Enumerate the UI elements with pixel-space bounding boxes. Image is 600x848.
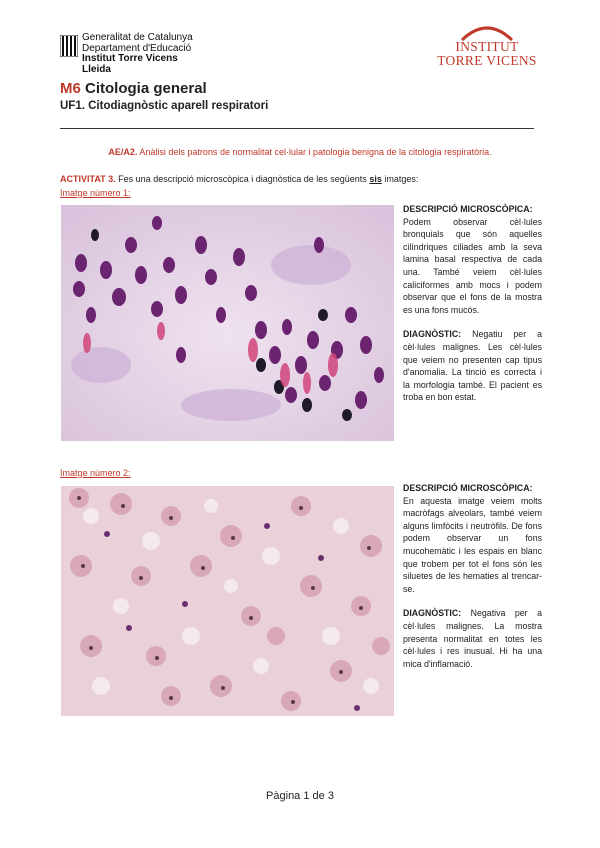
module-name: Citologia general: [85, 80, 207, 97]
org-line-1: Generalitat de Catalunya: [82, 32, 193, 43]
generalitat-emblem-icon: [60, 35, 78, 57]
image-2-diagnosis: [403, 607, 542, 670]
activity-label: ACTIVITAT 3.: [60, 174, 116, 184]
micrograph-image-2: [61, 486, 394, 716]
module-title: [60, 80, 207, 97]
header-divider: [60, 128, 534, 129]
org-line-4: Lleida: [82, 63, 111, 75]
image-2-diagnosis-heading: DIAGNÒSTIC:: [403, 608, 462, 619]
image-2-description-heading: DESCRIPCIÓ MICROSCÒPICA:: [403, 483, 533, 493]
learning-objective: [60, 147, 540, 157]
image-1-diagnosis-heading: DIAGNÒSTIC:: [403, 329, 462, 340]
image-1-description-text: Podem observar cèl·lules bronquials que són aquelles cilíndriques ciliades amb la seva lamina basal respectiva de cada una. També veiem cèl·lules caliciformes amb mocs i podem observar que el fons de la mostra es una fons mucós.: [403, 216, 542, 315]
image-2-diagnosis-text: Negativa per a cèl·lules malignes. La mostra presenta normalitat en totes les cèl·lules i res inusual. Hi ha una mica d'inflamació.: [403, 608, 542, 669]
objective-text: Anàlisi dels patrons de normalitat cel·lular i patologia benigna de la citologia respiratòria.: [137, 147, 492, 157]
institute-logo-line-2: TORRE VICENS: [437, 53, 537, 68]
org-line-3: Institut Torre Vicens: [82, 53, 178, 64]
image-2-description-block: [403, 482, 542, 670]
image-2-label: Imatge número 2:: [60, 468, 131, 478]
page-number: Pàgina 1 de 3: [266, 790, 334, 802]
image-1-diagnosis-text: Negatiu per a cèl·lules malignes. Les cèl·lules que veiem no presenten cap tipus d'anomalia. La tinció es correcta i la morfologia també. El pacient es troba en bon estat.: [403, 329, 542, 403]
generalitat-logo: [60, 33, 200, 75]
image-2-description-text: En aquesta imatge veiem molts macròfags alveolars, també veiem alguns limfòcits i neutròfils. De fons podem observar un fons mucohemàtic i les espais en blanc que trobem per tot el fons són les siluetes de les hematies al trencar-se.: [403, 495, 542, 594]
image-1-description-block: [403, 203, 542, 404]
image-1-diagnosis: [403, 328, 542, 404]
institute-logo: [436, 20, 538, 72]
activity-instruction: [60, 174, 418, 184]
micrograph-image-1: [61, 205, 394, 441]
image-1-description-heading: DESCRIPCIÓ MICROSCÒPICA:: [403, 204, 533, 214]
activity-text-after: imatges:: [381, 174, 419, 184]
institute-logo-line-1: INSTITUT: [455, 39, 519, 54]
objective-code: AE/A2.: [108, 147, 138, 157]
activity-emphasis: sis: [369, 174, 382, 184]
image-1-label: Imatge número 1:: [60, 188, 131, 198]
module-code: M6: [60, 80, 81, 97]
org-line-2: Departament d'Educació: [82, 42, 192, 54]
activity-text-before: Fes una descripció microscòpica i diagnòstica de les següents: [115, 174, 370, 184]
unit-title: UF1. Citodiagnòstic aparell respiratori: [60, 100, 269, 112]
